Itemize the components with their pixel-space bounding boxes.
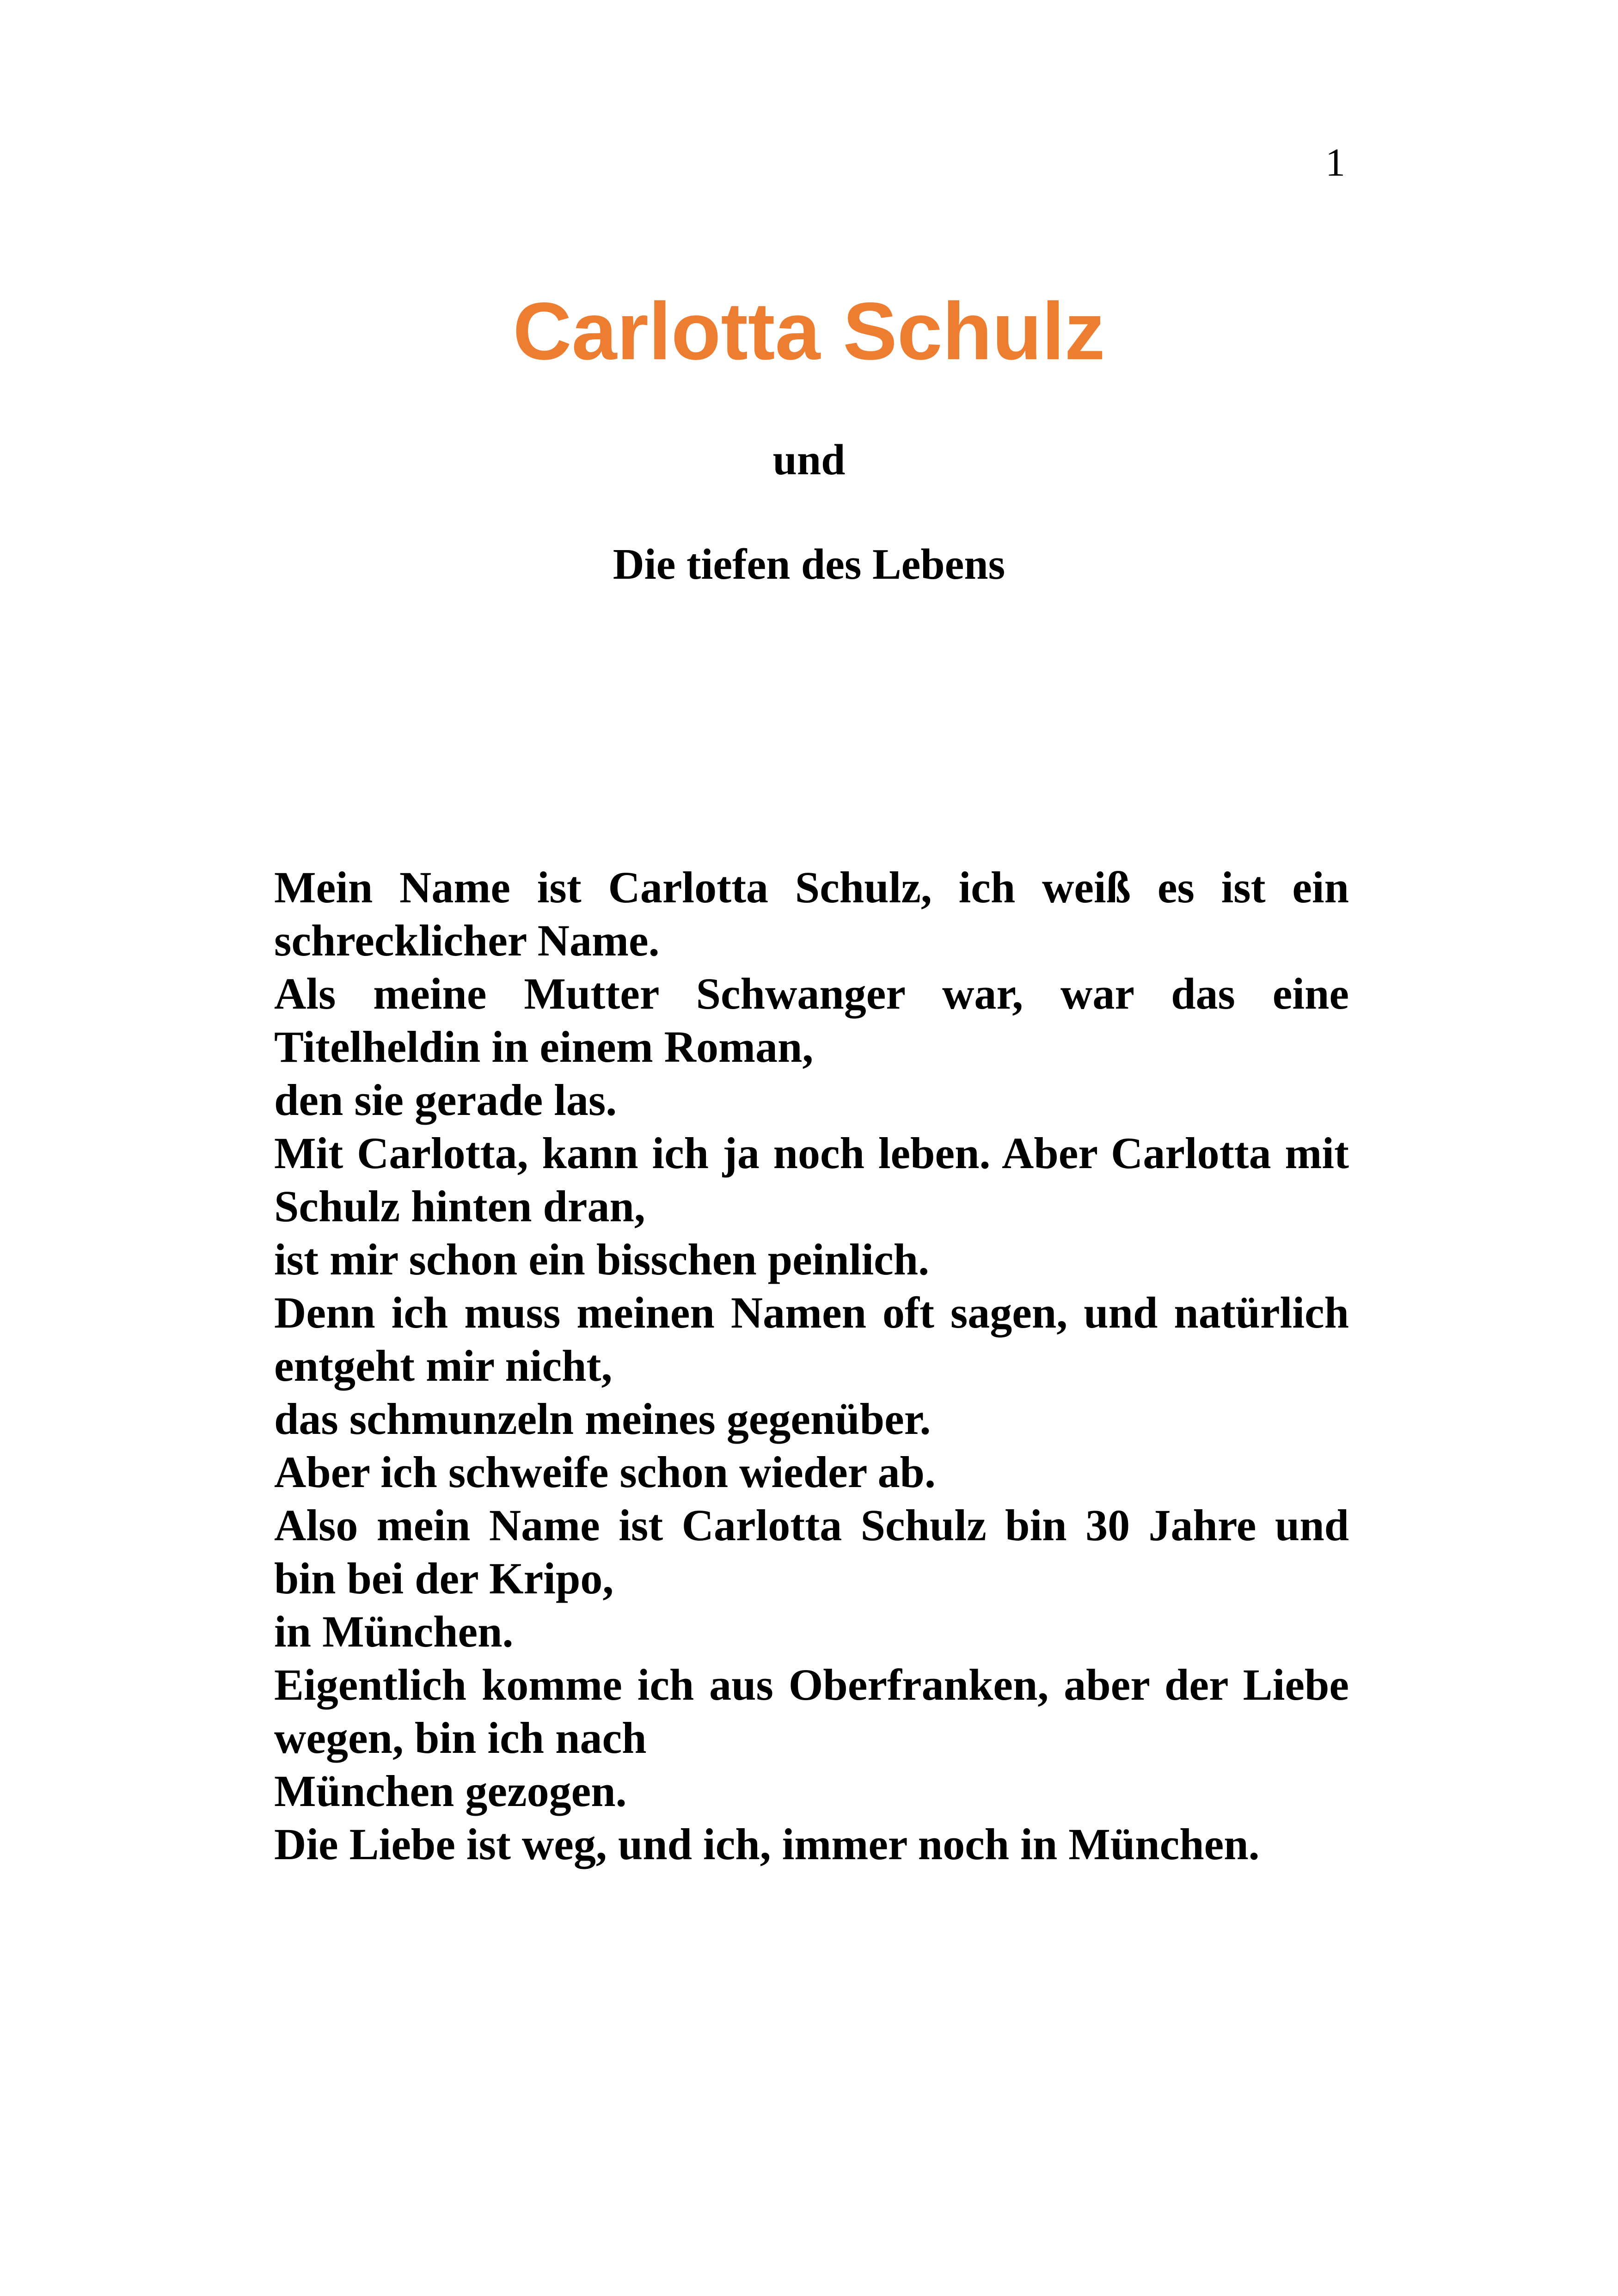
page-number: 1 xyxy=(1325,140,1345,184)
story-paragraph: ist mir schon ein bisschen peinlich. xyxy=(274,1235,930,1284)
book-subtitle: Die tiefen des Lebens xyxy=(613,540,1005,588)
story-paragraph: München gezogen. xyxy=(274,1766,627,1816)
story-paragraph: Mit Carlotta, kann ich ja noch leben. Aber Carlotta mit Schulz hinten dran, xyxy=(274,1128,1349,1231)
story-paragraph: Die Liebe ist weg, und ich, immer noch in München. xyxy=(274,1819,1260,1869)
story-text xyxy=(274,861,1349,1871)
story-paragraph: den sie gerade las. xyxy=(274,1075,617,1125)
story-paragraph: Mein Name ist Carlotta Schulz, ich weiß es ist ein schrecklicher Name. xyxy=(274,863,1349,965)
story-paragraph: Als meine Mutter Schwanger war, war das eine Titelheldin in einem Roman, xyxy=(274,969,1349,1071)
story-paragraph: Denn ich muss meinen Namen oft sagen, und natürlich entgeht mir nicht, xyxy=(274,1288,1349,1390)
title-connector: und xyxy=(772,436,846,484)
book-title: Carlotta Schulz xyxy=(513,286,1105,377)
story-paragraph: Also mein Name ist Carlotta Schulz bin 30 Jahre und bin bei der Kripo, xyxy=(274,1500,1349,1603)
story-paragraph: das schmunzeln meines gegenüber. xyxy=(274,1394,931,1444)
story-paragraph: Eigentlich komme ich aus Oberfranken, aber der Liebe wegen, bin ich nach xyxy=(274,1660,1349,1763)
story-paragraph: Aber ich schweife schon wieder ab. xyxy=(274,1447,936,1497)
story-paragraph: in München. xyxy=(274,1607,514,1656)
